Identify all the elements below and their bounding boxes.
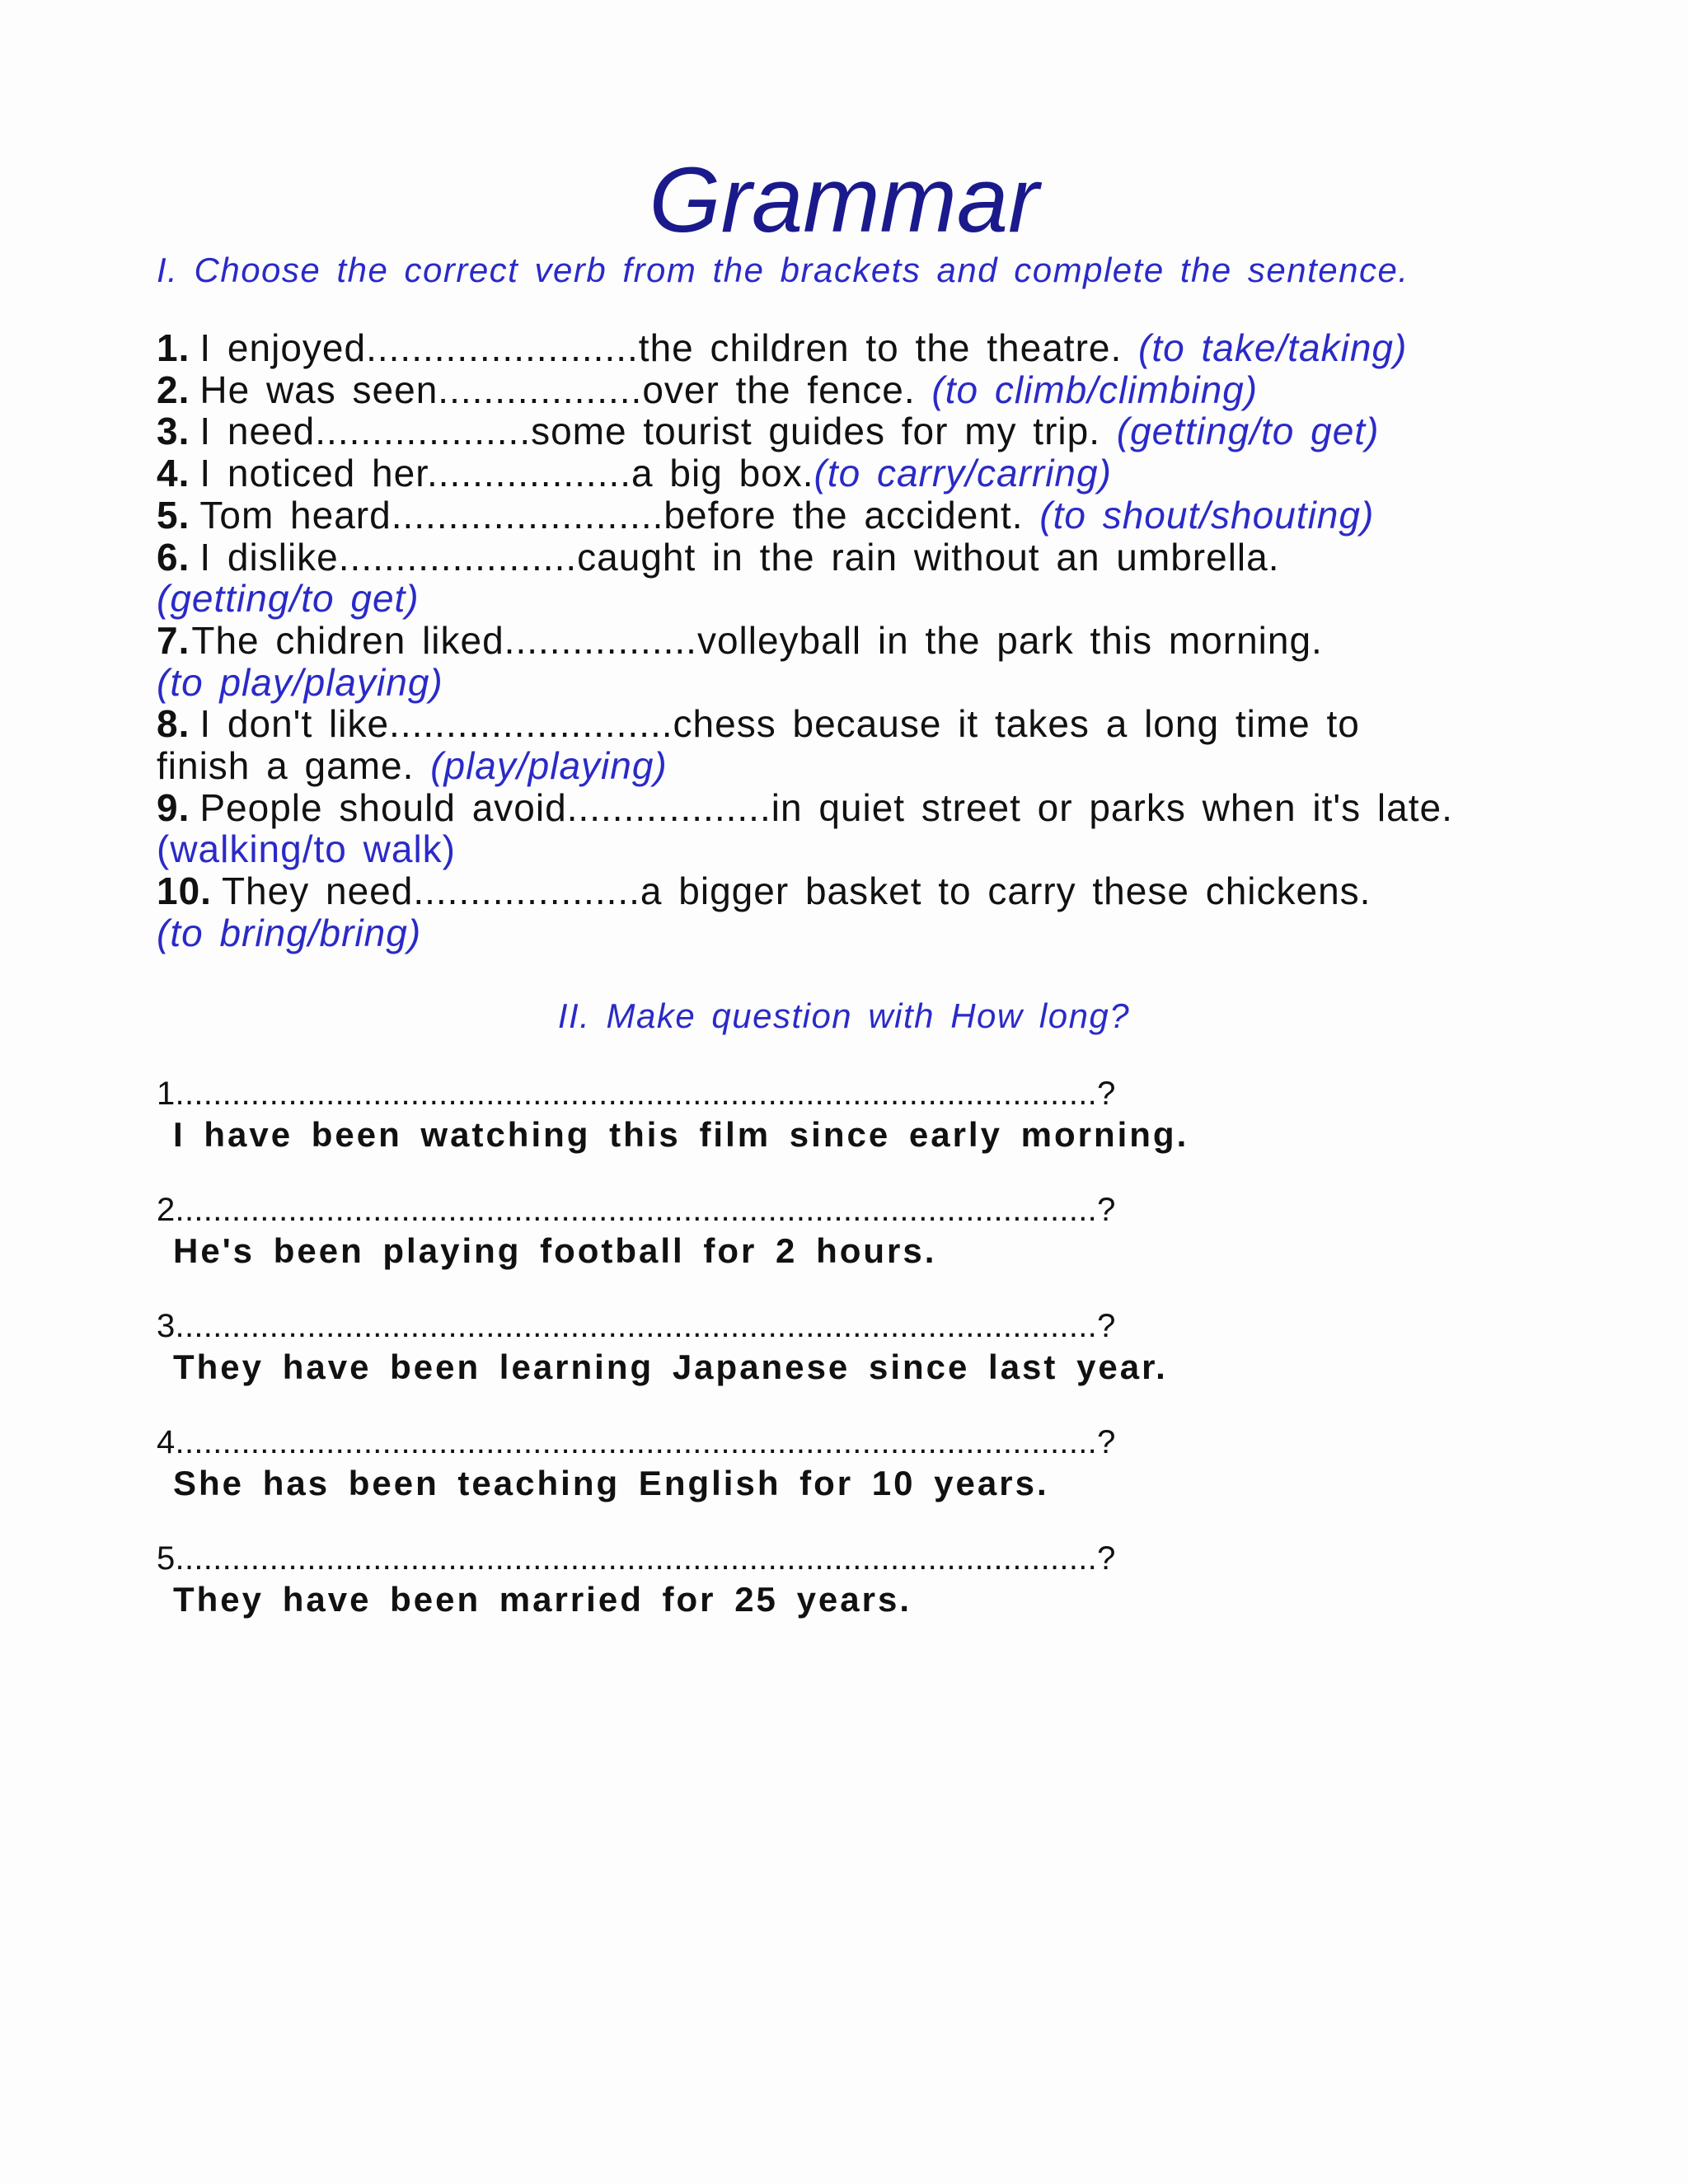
item-number: 1. — [157, 326, 190, 369]
question-mark: ? — [1097, 1424, 1116, 1460]
item-number: 10. — [157, 869, 212, 913]
item-hint: (play/playing) — [430, 744, 668, 788]
item-hint: (to carry/carring) — [814, 452, 1112, 495]
section-1-heading: I. Choose the correct verb from the brackets and complete the sentence. — [157, 251, 1409, 289]
question-number: 4. — [157, 1424, 185, 1460]
exercise-item — [157, 703, 1574, 745]
item-hint: (getting/to get) — [1116, 410, 1380, 453]
exercise-item — [157, 452, 1574, 494]
given-answer: They have been married for 25 years. — [173, 1580, 912, 1619]
section-2-heading: II. Make question with How long? — [557, 996, 1131, 1035]
question-mark: ? — [1097, 1076, 1116, 1112]
question-item — [157, 1422, 1607, 1504]
item-text: I need...................some tourist guides for my trip. — [199, 410, 1117, 453]
answer-blank[interactable] — [157, 1073, 1393, 1114]
item-text: finish a game. — [157, 744, 431, 788]
exercise-item-continued — [157, 745, 1574, 787]
exercise-item — [157, 327, 1574, 369]
exercise-item — [157, 870, 1574, 912]
item-text: The chidren liked.................volleyball in the park this morning. — [191, 618, 1323, 662]
item-text: I noticed her..................a big box. — [199, 452, 814, 495]
answer-blank[interactable] — [157, 1538, 1393, 1579]
exercise-1-list — [157, 327, 1574, 954]
dotted-line: ................................................................................................. — [184, 1076, 1098, 1112]
item-text: They need....................a bigger basket to carry these chickens. — [221, 869, 1372, 913]
exercise-item — [157, 537, 1574, 579]
item-hint: (walking/to walk) — [157, 827, 456, 871]
answer-blank[interactable] — [157, 1189, 1393, 1230]
question-mark: ? — [1097, 1308, 1116, 1344]
question-number: 1. — [157, 1076, 185, 1112]
exercise-item — [157, 494, 1574, 537]
question-number: 2. — [157, 1192, 185, 1228]
question-item — [157, 1073, 1607, 1155]
item-number: 5. — [157, 493, 190, 537]
item-number: 4. — [157, 452, 190, 495]
exercise-item — [157, 410, 1574, 452]
item-hint: (to climb/climbing) — [931, 368, 1259, 411]
question-number: 3. — [157, 1308, 185, 1344]
question-item — [157, 1189, 1607, 1272]
item-number: 8. — [157, 702, 190, 746]
dotted-line: ................................................................................................. — [184, 1308, 1098, 1344]
question-item — [157, 1305, 1607, 1388]
dotted-line: ................................................................................................. — [184, 1424, 1098, 1460]
item-text: Tom heard........................before the accident. — [199, 493, 1040, 537]
exercise-item — [157, 787, 1574, 829]
item-hint: (to play/playing) — [157, 660, 443, 704]
item-number: 2. — [157, 368, 190, 411]
question-number: 5. — [157, 1540, 185, 1577]
item-hint: (to shout/shouting) — [1039, 493, 1375, 537]
item-text: He was seen..................over the fence. — [199, 368, 932, 411]
given-answer: I have been watching this film since early morning. — [173, 1115, 1189, 1154]
item-hint: (getting/to get) — [157, 577, 420, 621]
answer-blank[interactable] — [157, 1422, 1393, 1463]
item-text: People should avoid..................in quiet street or parks when it's late. — [199, 785, 1453, 829]
item-number: 6. — [157, 535, 190, 579]
exercise-item — [157, 369, 1574, 411]
item-number: 9. — [157, 785, 190, 829]
given-answer: They have been learning Japanese since last year. — [173, 1347, 1168, 1386]
item-number: 7. — [157, 618, 190, 662]
answer-blank[interactable] — [157, 1305, 1393, 1347]
given-answer: He's been playing football for 2 hours. — [173, 1231, 937, 1270]
item-number: 3. — [157, 410, 190, 453]
item-hint: (to bring/bring) — [157, 911, 422, 954]
item-text: I dislike.....................caught in the rain without an umbrella. — [199, 535, 1280, 579]
exercise-item — [157, 620, 1574, 662]
question-mark: ? — [1097, 1540, 1116, 1577]
item-text: I don't like.........................chess because it takes a long time to — [199, 702, 1360, 746]
question-item — [157, 1538, 1607, 1620]
item-text: I enjoyed........................the children to the theatre. — [199, 326, 1139, 369]
page-title: Grammar — [649, 148, 1039, 251]
dotted-line: ................................................................................................. — [184, 1540, 1098, 1577]
dotted-line: ................................................................................................. — [184, 1192, 1098, 1228]
item-hint: (to take/taking) — [1138, 326, 1408, 369]
question-mark: ? — [1097, 1192, 1116, 1228]
given-answer: She has been teaching English for 10 years. — [173, 1464, 1049, 1502]
